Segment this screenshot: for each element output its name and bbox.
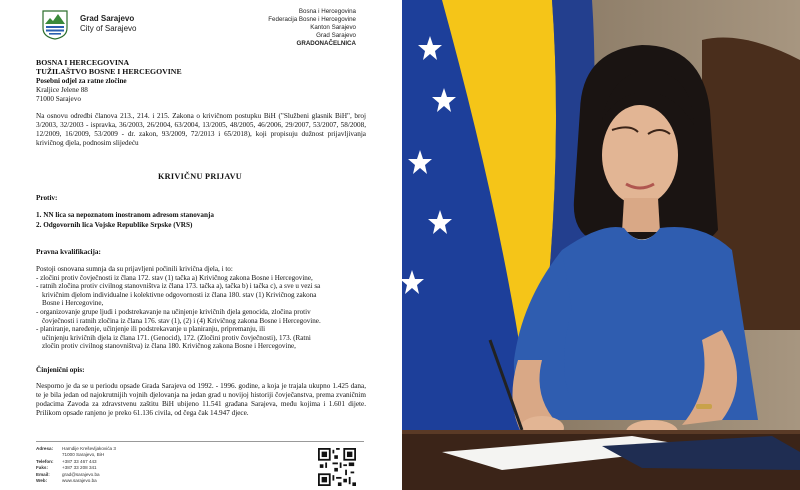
footer-value: +387 33 208 341: [62, 465, 97, 471]
footer-key: Telefon:: [36, 458, 54, 464]
issuer-title: GRADONAČELNICA: [296, 40, 356, 47]
document-title: KRIVIČNU PRIJAVU: [157, 172, 243, 181]
city-name-en: City of Sarajevo: [80, 24, 137, 33]
qr-code-icon: [318, 448, 356, 486]
issuer-block: [268, 8, 356, 48]
footer-value: grad@sarajevo.ba: [62, 471, 100, 477]
pravna-line: - planiranje, naređenje, učinjenje ili podstrekavanje u planiranju, pripremanju, ili: [36, 325, 266, 334]
pravna-label: Pravna kvalifikacija:: [36, 248, 101, 256]
footer-key: Email:: [36, 471, 50, 477]
intro-paragraph: Na osnovu odredbi članova 213., 214. i 215. Zakona o krivičnom postupku BiH ("Službeni glasnik BiH", broj 3/2003, 32/2003 - ispravka, 36/2003, 26/2004, 63/2004, 13/2005, 48/2005, 46/2006, 29/2007, 53/2007, 58/2008, 12/2009, 16/2009, 53/2009 - dr. zakon, 93/2009, 72/2013 i 65/2018), koji propisuju dužnost prijavljivanja krivičnog djela, podnosim slijedeću: [36, 112, 366, 147]
cinjenicni-label: Činjenični opis:: [36, 366, 85, 374]
footer-key: Web:: [36, 478, 48, 484]
protiv-item: 2. Odgovornih lica Vojske Republike Srpske (VRS): [36, 221, 193, 229]
city-name: [80, 14, 136, 34]
pravna-line: krivičnim djelom individualne i kolektivne odgovornosti iz člana 180. stav (1) Krivičnog zakona: [42, 290, 317, 299]
pravna-line: učinjenju krivičnih djela iz člana 171. (Genocid), 172. (Zločini protiv čovječnosti), 173. (Ratni: [42, 333, 311, 342]
pravna-line: - zločini protiv čovječnosti iz člana 172. stav (1) tačka a) Krivičnog zakona Bosne i Hercegovine,: [36, 273, 313, 282]
city-name-bs: Grad Sarajevo: [80, 14, 135, 23]
issuer-line: Kanton Sarajevo: [310, 24, 356, 31]
pravna-line: čovječnosti i ratnih zločina iz člana 176. stav (1), (2) i (4) Krivičnog zakona Bosne i Hercegovine.: [42, 316, 321, 325]
city-logo-icon: [42, 10, 68, 40]
recipient-line: 71000 Sarajevo: [36, 95, 81, 103]
footer-key: Adresa:: [36, 446, 54, 451]
protiv-label: Protiv:: [36, 194, 58, 202]
cinjenicni-paragraph: Nesporno je da se u periodu opsade Grada Sarajeva od 1992. - 1996. godine, a koja je trajala ukupno 1.425 dana, te je bila jedan od najokrutnijih vojnih djelovanja na jedan grad u novijoj historiji čovječanstva, prema zvaničnim podacima Zavoda za zdravstvenu zaštitu BiH ubijeno 11.541 građana Sarajeva, među kojima i 1.601 dijete. Prilikom opsade ranjeno je preko 61.136 civila, od čega čak 14.947 djece.: [36, 382, 366, 417]
pravna-line: Postoji osnovana sumnja da su prijavljeni počinili krivična djela, i to:: [36, 265, 233, 273]
pravna-line: zločin protiv civilnog stanovništva) iz člana 180. Krivičnog zakona Bosne i Hercegovine,: [42, 342, 296, 351]
face: [602, 105, 678, 205]
issuer-line: Bosna i Hercegovina: [298, 8, 356, 15]
pravna-line: - organizovanje grupe ljudi i podstrekavanje na učinjenje krivičnih djela genocida, zločina protiv: [36, 307, 311, 316]
recipient-line: Posebni odjel za ratne zločine: [36, 77, 127, 85]
footer-key: Faks:: [36, 465, 49, 471]
footer-value: www.sarajevo.ba: [62, 478, 97, 484]
bracelet: [696, 404, 712, 409]
recipient-line: Kraljice Jelene 88: [36, 86, 88, 94]
contact-footer: [36, 446, 116, 484]
issuer-line: Grad Sarajevo: [316, 32, 356, 39]
footer-value: Hamdije Kreševljakovića 3: [62, 446, 116, 451]
pravna-line: Bosne i Hercegovine,: [42, 299, 104, 308]
protiv-item: 1. NN lica sa nepoznatom inostranom adresom stanovanja: [36, 211, 214, 219]
recipient-line: BOSNA I HERCEGOVINA: [36, 58, 130, 67]
footer-divider: [36, 441, 364, 442]
pravna-line: - ratnih zločina protiv civilnog stanovništva iz člana 173. tačka a), tačka b) i tačka c), a sve u vezi sa: [36, 282, 321, 291]
photo-illustration: [402, 0, 800, 490]
footer-value: +387 33 467 443: [62, 458, 97, 464]
recipient-line: TUŽILAŠTVO BOSNE I HERCEGOVINE: [36, 67, 182, 76]
issuer-line: Federacija Bosne i Hercegovine: [268, 16, 356, 23]
signing-photo: [402, 0, 800, 490]
pravna-list: [36, 265, 321, 351]
footer-value: 71000 Sarajevo, BiH: [62, 452, 105, 458]
